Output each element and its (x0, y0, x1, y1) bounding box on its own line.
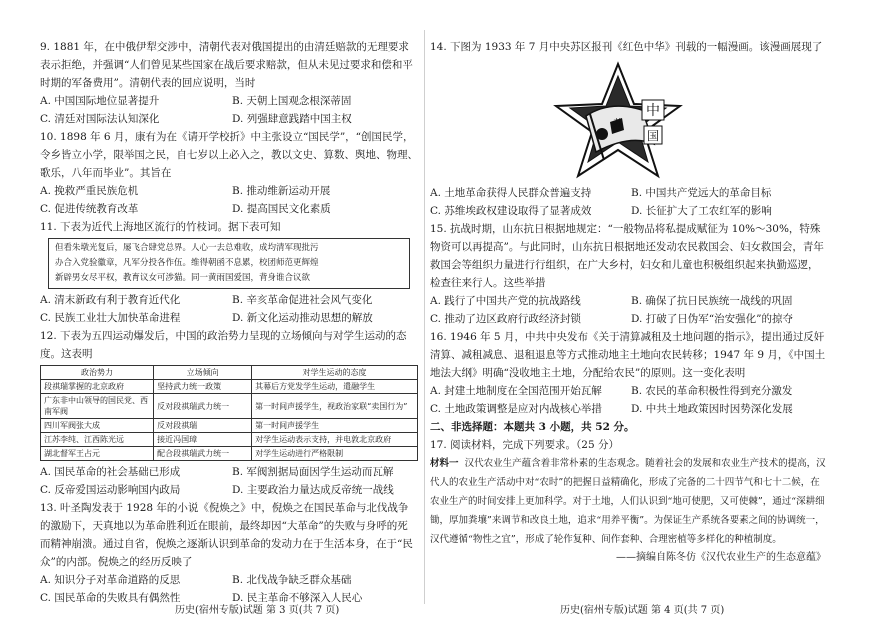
table-header-row (41, 366, 418, 380)
table-cell: 广东非中山领导的国民党、西南军阀 (41, 394, 154, 419)
question-stem: 12. 下表为五四运动爆发后，中国的政治势力呈现的立场倾向与对学生运动的态度。这表明 (40, 330, 407, 360)
section-heading: 二、非选择题：本题共 3 小题，共 52 分。 (430, 421, 635, 433)
option-a[interactable]: A. 清末新政有利于教育近代化 (40, 294, 181, 306)
bamboo-line: 但看朱墩光复后，屡飞合肆党总界。人心一去总难收，成均清军现批污 (55, 243, 319, 253)
option-c[interactable]: C. 国民革命的失败具有偶然性 (40, 592, 181, 604)
question-16 (430, 328, 826, 418)
table-cell: 接近冯国璋 (154, 433, 252, 447)
option-c[interactable]: C. 土地政策调整是应对内战核心举措 (430, 403, 602, 415)
table-header: 政治势力 (41, 366, 154, 380)
table-cell: 配合段祺瑞武力统一 (154, 447, 252, 461)
option-d[interactable]: D. 长征扩大了工农红军的影响 (631, 205, 772, 217)
table-cell: 湖北督军王占元 (41, 447, 154, 461)
option-b[interactable]: B. 天朝上国观念根深蒂固 (232, 95, 352, 107)
table-header: 立场倾向 (154, 366, 252, 380)
question-14 (430, 38, 826, 220)
option-a[interactable]: A. 践行了中国共产党的抗战路线 (430, 295, 581, 307)
option-b[interactable]: B. 农民的革命积极性得到充分激发 (631, 385, 793, 397)
material-label: 材料一 (430, 458, 459, 469)
option-d[interactable]: D. 中共土地政策因时因势深化发展 (631, 403, 793, 415)
option-b[interactable]: B. 军阀割据局面因学生运动而瓦解 (232, 466, 394, 478)
option-d[interactable]: D. 新文化运动推动思想的解放 (232, 312, 373, 324)
question-stem: 9. 1881 年，在中俄伊犁交涉中，清朝代表对俄国提出的由清廷赔款的无理要求表示拒绝，并强调“人们曾见某些国家在战后要求赔款，但从未见过要求和偿和平时期的军备费用”。清朝代表的回应说明，当时 (40, 41, 413, 89)
bamboo-line: 新辟男女尽平权，教育议女可涉猫。同一黄雨国爱国，背身谁合议欲 (55, 273, 311, 283)
option-b[interactable]: B. 确保了抗日民族统一战线的巩固 (631, 295, 793, 307)
option-d[interactable]: D. 列强肆意践踏中国主权 (232, 113, 352, 125)
question-13 (40, 499, 418, 607)
option-a[interactable]: A. 土地革命获得人民群众普遍支持 (430, 187, 592, 199)
page-footer-left: 历史(宿州专版)试题 第 3 页(共 7 页) (175, 605, 340, 616)
options (40, 182, 418, 218)
table-row (41, 433, 418, 447)
question-17-stem: 17. 阅读材料，完成下列要求。（25 分） (430, 439, 619, 451)
option-c[interactable]: C. 苏维埃政权建设取得了显著成效 (430, 205, 592, 217)
option-a[interactable]: A. 知识分子对革命道路的反思 (40, 574, 181, 586)
option-d[interactable]: D. 主要政治力量达成反帝统一战线 (232, 484, 394, 496)
option-c[interactable]: C. 民族工业壮大加快革命进程 (40, 312, 181, 324)
option-a[interactable]: A. 国民革命的社会基础已形成 (40, 466, 181, 478)
table-row (41, 380, 418, 394)
material-one (430, 454, 826, 549)
option-c[interactable]: C. 清廷对国际法认知深化 (40, 113, 160, 125)
option-c[interactable]: C. 推动了边区政府行政经济封锁 (430, 313, 581, 325)
question-stem: 16. 1946 年 5 月，中共中央发布《关于清算减租及土地问题的指示》，提出通过反奸清算、减租减息、退租退息等方式推动地主土地向农民转移；1947 年 9 月，《中国土地法大纲》明确“没收地主土地，分配给农民”的原则。这一变化表明 (430, 331, 826, 379)
question-stem: 15. 抗战时期，山东抗日根据地规定：“一般物品将私提成赋征为 10%～30%，特殊物资可以再提高”。与此同时，山东抗日根据地还发动农民救国会、妇女救国会，青年救国会等组织力量进行行组织，在广大乡村，妇女和儿童也积极组织起来执勤巡逻，检查往来行人。这些举措 (430, 223, 824, 289)
option-b[interactable]: B. 中国共产党远大的革命目标 (631, 187, 772, 199)
material-text: 汉代农业生产蕴含着非常朴素的生态观念。随着社会的发展和农业生产技术的提高，汉代人的农业生产活动中对“农时”的把握日益精确化，形成了完备的二十四节气和七十二候，在农业生产的时间安排上更加科学。对于土地，人们认识到“地可使肥，又可使棘”，通过“深耕细锄，厚加粪壤”来调节和改良土地，追求“用养平衡”。为保证生产系统各要素之间的协调统一，汉代遵循“物性之宜”，形成了轮作复种、间作套种、合理密植等多样化的种植制度。 (430, 458, 826, 545)
table-cell: 第一时间声援学生，视政治家联“卖国行为” (252, 394, 418, 419)
bamboo-line: 办合入党验徽章，凡军分投各作伍。维得朝函不息累，校团师范更辉煌 (55, 258, 319, 268)
question-11 (40, 218, 418, 327)
cartoon-char: 中 (646, 103, 660, 119)
question-10 (40, 128, 418, 218)
question-12 (40, 327, 418, 499)
table-row (41, 394, 418, 419)
table-cell: 段祺瑞掌握的北京政府 (41, 380, 154, 394)
material-source: ——摘编自陈冬仿《汉代农业生产的生态意蕴》 (616, 552, 826, 563)
option-b[interactable]: B. 辛亥革命促进社会风气变化 (232, 294, 373, 306)
table-cell: 对学生运动进行严格限制 (252, 447, 418, 461)
table-cell: 反对段祺瑞 (154, 419, 252, 433)
option-a[interactable]: A. 中国国际地位显著提升 (40, 95, 160, 107)
table-cell: 反对段祺瑞武力统一 (154, 394, 252, 419)
table-row (41, 447, 418, 461)
page-footer-right: 历史(宿州专版)试题 第 4 页(共 7 页) (560, 605, 725, 616)
table-cell: 坚持武力统一政策 (154, 380, 252, 394)
question-stem: 13. 叶圣陶发表于 1928 年的小说《倪焕之》中，倪焕之在国民革命与北伐战争的激励下，天真地以为革命胜利近在眼前，最终却因“大革命”的失败与身呼的死而精神崩溃。通过自省，倪焕之逐渐认识到革命的发动力在于生活本身，在于“民众”的内部。倪焕之的经历反映了 (40, 502, 413, 568)
table-cell: 四川军阀张大成 (41, 419, 154, 433)
question-stem: 14. 下图为 1933 年 7 月中央苏区报刊《红色中华》刊载的一幅漫画。该漫画展现了 (430, 41, 823, 53)
right-column (430, 38, 826, 567)
question-15 (430, 220, 826, 328)
political-forces-table (40, 365, 418, 461)
question-stem: 11. 下表为近代上海地区流行的竹枝词。据下表可知 (40, 221, 281, 233)
option-a[interactable]: A. 封建土地制度在全国范围开始瓦解 (430, 385, 602, 397)
option-b[interactable]: B. 北伐战争缺乏群众基础 (232, 574, 352, 586)
options (40, 291, 418, 327)
options (40, 92, 418, 128)
options (40, 463, 418, 499)
question-stem: 10. 1898 年 6 月，康有为在《请开学校折》中主张设立“国民学”，“创国民学，令乡皆立小学，限举国之民，自七岁以上必入之，教以文史、算数、舆地、物理、歌乐，八年而毕业”。其旨在 (40, 131, 418, 179)
bamboo-poem-table (48, 238, 410, 289)
table-header: 对学生运动的态度 (252, 366, 418, 380)
column-divider (424, 30, 425, 604)
cartoon-char: 国 (646, 129, 660, 143)
red-star-cartoon (550, 60, 686, 180)
question-9 (40, 38, 418, 128)
option-c[interactable]: C. 反帝爱国运动影响国内政局 (40, 484, 181, 496)
table-cell: 第一时间声援学生 (252, 419, 418, 433)
option-d[interactable]: D. 民主革命不够深入人民心 (232, 592, 363, 604)
cartoon-char: 苏 (613, 119, 623, 129)
option-c[interactable]: C. 促进传统教育改革 (40, 203, 139, 215)
options (430, 382, 826, 418)
table-cell: 对学生运动表示支持，并电敦北京政府 (252, 433, 418, 447)
table-cell: 其幕后方党发学生运动，遣融学生 (252, 380, 418, 394)
table-cell: 江苏李纯、江西陈光远 (41, 433, 154, 447)
options (430, 184, 826, 220)
options (430, 292, 826, 328)
option-b[interactable]: B. 推动维新运动开展 (232, 185, 331, 197)
option-a[interactable]: A. 挽救严重民族危机 (40, 185, 139, 197)
option-d[interactable]: D. 提高国民文化素质 (232, 203, 331, 215)
left-column (40, 38, 418, 607)
table-row (41, 419, 418, 433)
option-d[interactable]: D. 打破了日伪军“治安强化”的掠夺 (631, 313, 793, 325)
